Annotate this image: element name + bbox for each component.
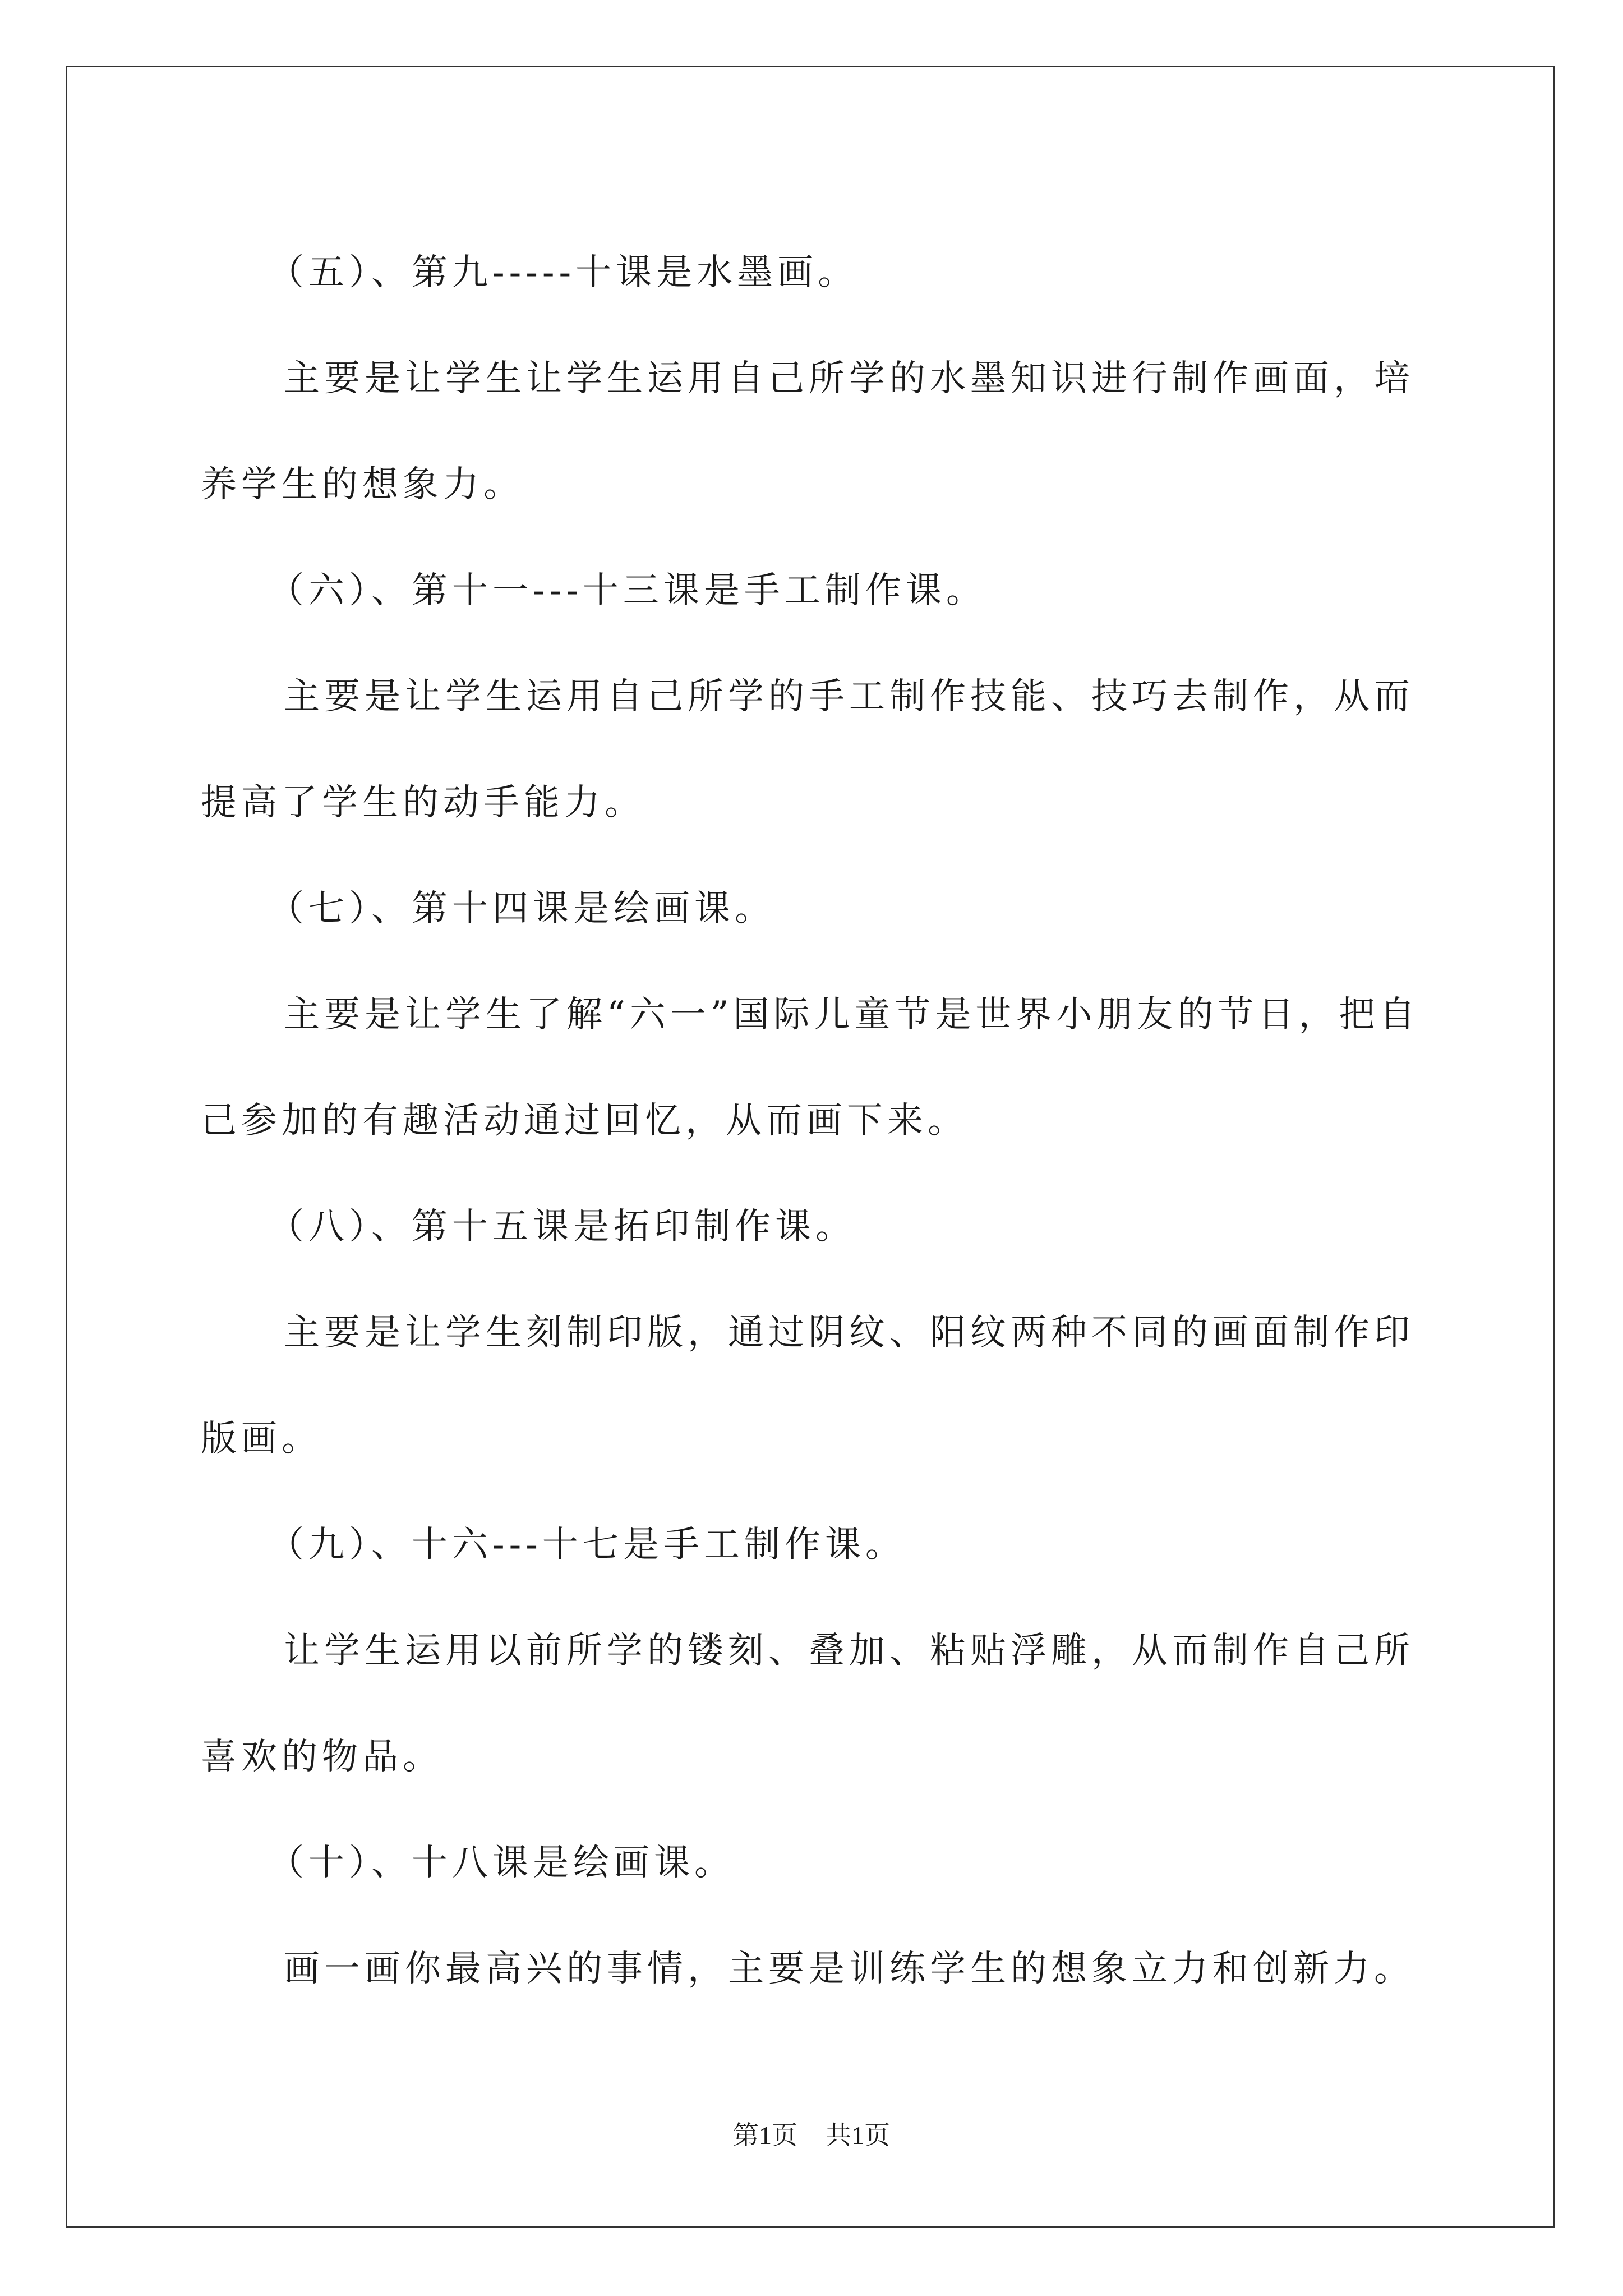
section-body-7: 主要是让学生了解“六一”国际儿童节是世界小朋友的节日，把自己参加的有趣活动通过回忆，从而画下来。 — [201, 994, 1420, 1142]
section-heading-8: （八）、第十五课是拓印制作课。 — [268, 1206, 856, 1248]
section-body-10: 画一画你最高兴的事情，主要是训练学生的想象立力和创新力。 — [284, 1948, 1414, 1990]
section-body-5: 主要是让学生让学生运用自己所学的水墨知识进行制作画面，培养学生的想象力。 — [201, 358, 1414, 505]
section-heading-9: （九）、十六---十七是手工制作课。 — [268, 1524, 906, 1566]
section-body-9: 让学生运用以前所学的镂刻、叠加、粘贴浮雕，从而制作自己所喜欢的物品。 — [201, 1630, 1414, 1778]
section-body-6: 主要是让学生运用自己所学的手工制作技能、技巧去制作，从而提高了学生的动手能力。 — [201, 676, 1414, 823]
section-heading-6: （六）、第十一---十三课是手工制作课。 — [268, 570, 986, 611]
document-body — [201, 220, 1440, 2022]
section-body-8: 主要是让学生刻制印版，通过阴纹、阳纹两种不同的画面制作印版画。 — [201, 1312, 1414, 1460]
page-number-total: 共1页 — [826, 2121, 890, 2150]
page-footer — [0, 2115, 1623, 2152]
page-number-current: 第1页 — [733, 2121, 797, 2150]
section-heading-7: （七）、第十四课是绘画课。 — [268, 888, 775, 930]
section-heading-5: （五）、第九-----十课是水墨画。 — [268, 252, 859, 293]
section-heading-10: （十）、十八课是绘画课。 — [268, 1842, 735, 1884]
